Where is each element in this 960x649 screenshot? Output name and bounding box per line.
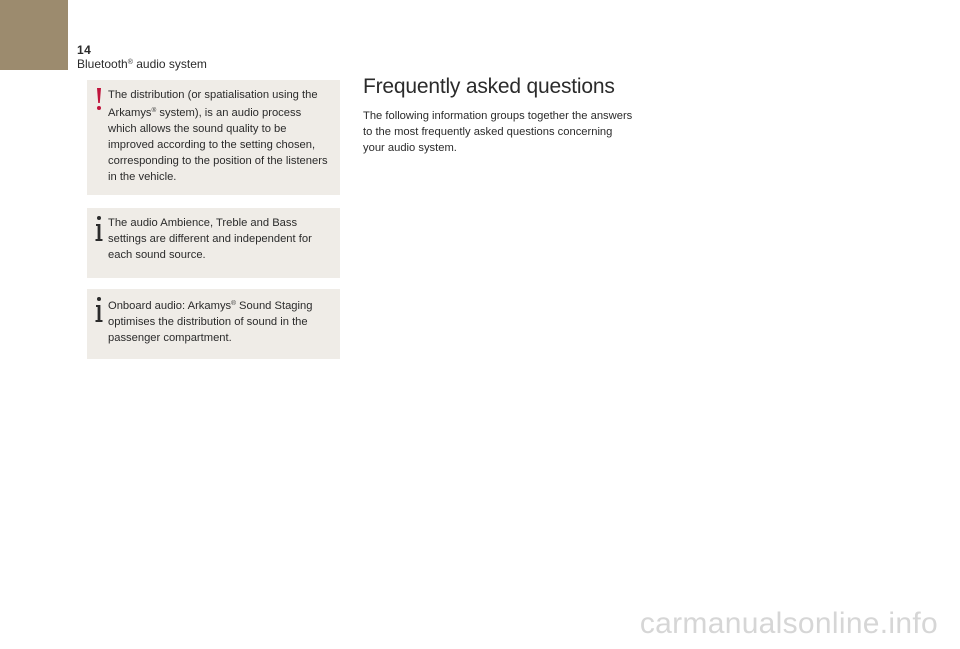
section-title (77, 57, 207, 71)
chapter-tab (0, 0, 68, 70)
warning-note (87, 80, 340, 195)
faq-heading: Frequently asked questions (363, 75, 615, 98)
faq-intro-paragraph: The following information groups together the answers to the most frequently asked questions concerning your audio system. (363, 110, 633, 154)
info-note-settings (87, 208, 340, 278)
info-note-onboard-audio (87, 289, 340, 359)
info-icon (93, 296, 105, 324)
warning-note-text-b: system), is an audio process which allows the sound quality to be improved according to the setting chosen, corresponding to the position of the listeners in the vehicle. (108, 107, 328, 183)
section-title-prefix: Bluetooth (77, 57, 128, 71)
page-number: 14 (77, 43, 92, 57)
warning-icon (93, 86, 105, 112)
warning-note-text-a: The distribution (or spatialisation using the Arkamys (108, 89, 318, 119)
registered-mark: ® (127, 59, 133, 66)
registered-mark: ® (151, 107, 157, 114)
registered-mark: ® (231, 300, 236, 307)
info-note-onboard-text-a: Onboard audio: Arkamys (108, 300, 232, 312)
info-icon (93, 215, 105, 243)
info-note-onboard-text-b: Sound Staging optimises the distribution of sound in the passenger compartment. (108, 300, 313, 344)
watermark: carmanualsonline.info (639, 607, 938, 640)
info-note-settings-text: The audio Ambience, Treble and Bass settings are different and independent for each sound source. (108, 217, 312, 261)
section-title-suffix: audio system (132, 57, 207, 71)
